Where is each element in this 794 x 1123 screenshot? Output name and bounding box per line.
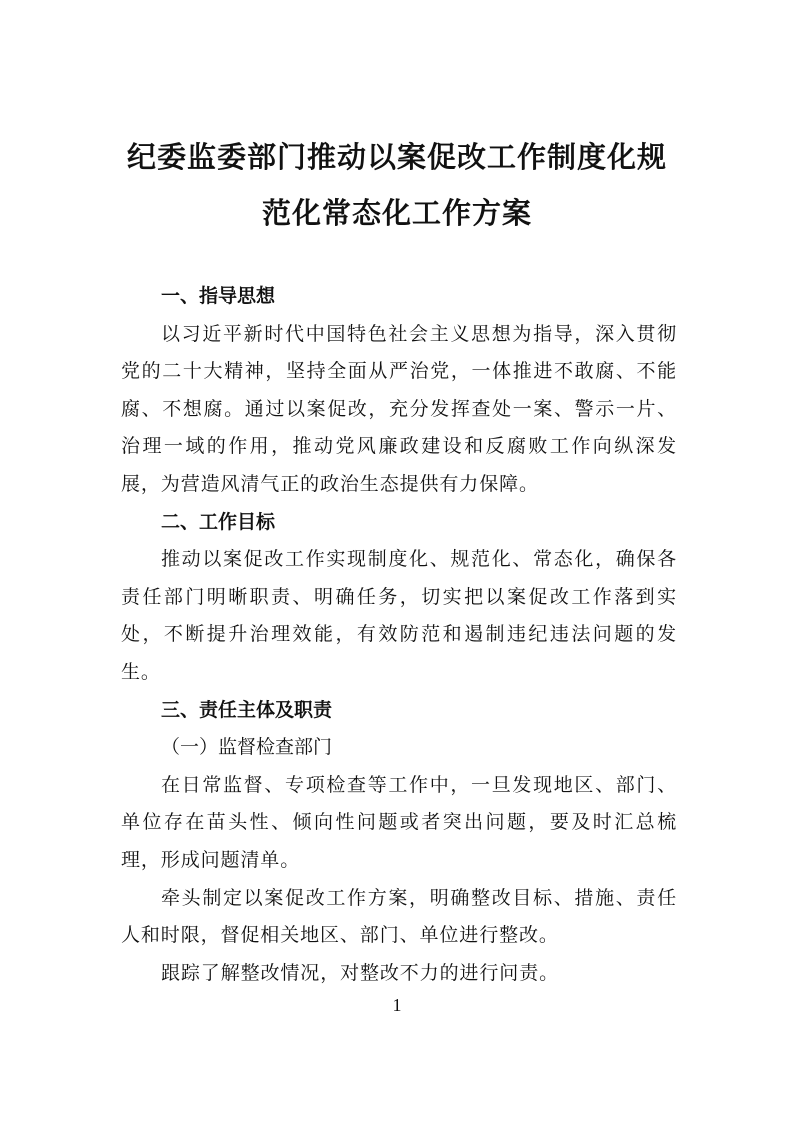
- subsection-heading-supervision-department: （一）监督检查部门: [161, 736, 333, 759]
- paragraph-supervision-3: 跟踪了解整改情况，对整改不力的进行问责。: [161, 961, 560, 984]
- document-body: [121, 278, 677, 992]
- paragraph-work-goals: 推动以案促改工作实现制度化、规范化、常态化，确保各责任部门明晰职责、明确任务，切实把以案促改工作落到实处，不断提升治理效能，有效防范和遏制违纪违法问题的发生。: [121, 548, 677, 683]
- section-heading-guiding-ideology: 一、指导思想: [161, 285, 276, 307]
- paragraph-guiding-ideology: 以习近平新时代中国特色社会主义思想为指导，深入贯彻党的二十大精神，坚持全面从严治党，一体推进不敢腐、不能腐、不想腐。通过以案促改，充分发挥查处一案、警示一片、治理一域的作用，推动党风廉政建设和反腐败工作向纵深发展，为营造风清气正的政治生态提供有力保障。: [121, 322, 677, 495]
- section-heading-work-goals: 二、工作目标: [161, 510, 276, 533]
- document-title-line-2: 范化常态化工作方案: [261, 196, 532, 230]
- page-number: 1: [392, 995, 402, 1015]
- document-title-line-1: 纪委监委部门推动以案促改工作制度化规: [126, 140, 667, 174]
- paragraph-supervision-2: 牵头制定以案促改工作方案，明确整改目标、措施、责任人和时限，督促相关地区、部门、单位进行整改。: [121, 886, 677, 947]
- section-heading-responsibilities: 三、责任主体及职责: [161, 698, 333, 721]
- paragraph-supervision-1: 在日常监督、专项检查等工作中，一旦发现地区、部门、单位存在苗头性、倾向性问题或者突出问题，要及时汇总梳理，形成问题清单。: [121, 773, 677, 871]
